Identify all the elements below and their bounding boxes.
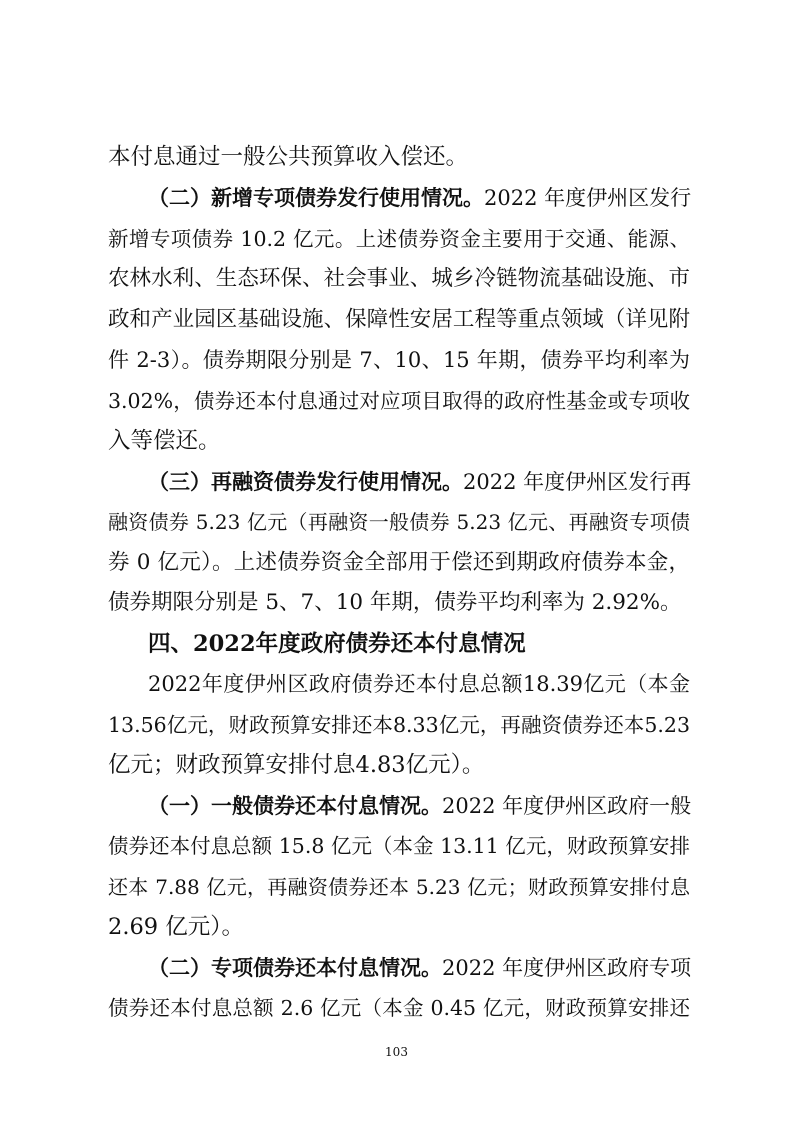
paragraph-line xyxy=(108,345,690,375)
line-text: 亿元；财政预算安排付息4.83亿元）。 xyxy=(108,752,485,778)
line-text: 本付息通过一般公共预算收入偿还。 xyxy=(108,144,469,170)
line-text: 2022 年度伊州区政府专项 xyxy=(442,956,692,980)
paragraph-line xyxy=(108,993,690,1023)
paragraph-line xyxy=(108,872,690,902)
line-text: 13.56亿元，财政预算安排还本8.33亿元，再融资债券还本5.23 xyxy=(108,713,690,737)
line-text: 政和产业园区基础设施、保障性安居工程等重点领域（详见附 xyxy=(108,307,690,332)
section-heading-text: 四、2022年度政府债券还本付息情况 xyxy=(148,631,526,657)
subsection-heading: （三）再融资债券发行使用情况。 xyxy=(148,469,463,494)
line-text: 3.02%，债券还本付息通过对应项目取得的政府性基金或专项收 xyxy=(108,389,690,413)
subsection-heading: （一）一般债券还本付息情况。 xyxy=(148,793,442,818)
line-text: 2.69 亿元）。 xyxy=(108,914,244,940)
paragraph-line xyxy=(108,142,690,172)
paragraph-line xyxy=(108,912,690,942)
subsection-heading: （二）专项债券还本付息情况。 xyxy=(148,955,442,980)
page-number: 103 xyxy=(385,1045,408,1059)
paragraph-line xyxy=(108,588,690,618)
paragraph-line xyxy=(108,831,690,861)
line-text: 2022年度伊州区政府债券还本付息总额18.39亿元（本金 xyxy=(148,672,690,696)
line-text: 2022 年度伊州区发行再 xyxy=(463,470,692,494)
paragraph-line xyxy=(108,305,690,335)
line-text: 融资债券 5.23 亿元（再融资一般债券 5.23 亿元、再融资专项债 xyxy=(108,510,690,534)
line-text: 2022 年度伊州区发行 xyxy=(484,186,692,210)
paragraph-line xyxy=(108,710,690,740)
paragraph-line xyxy=(148,953,690,983)
line-text: 券 0 亿元）。上述债券资金全部用于偿还到期政府债券本金， xyxy=(108,550,690,575)
paragraph-line xyxy=(108,507,690,537)
line-text: 债券还本付息总额 15.8 亿元（本金 13.11 亿元，财政预算安排 xyxy=(108,834,690,858)
line-text: 新增专项债券 10.2 亿元。上述债券资金主要用于交通、能源、 xyxy=(108,227,690,251)
paragraph-line xyxy=(108,426,690,456)
line-text: 还本 7.88 亿元，再融资债券还本 5.23 亿元；财政预算安排付息 xyxy=(108,875,690,899)
paragraph-line xyxy=(108,264,690,294)
section-heading xyxy=(148,629,690,659)
paragraph-line xyxy=(108,548,690,578)
paragraph-line xyxy=(148,791,690,821)
paragraph-line xyxy=(148,669,690,699)
line-text: 债券期限分别是 5、7、10 年期，债券平均利率为 2.92%。 xyxy=(108,590,682,615)
subsection-heading: （二）新增专项债券发行使用情况。 xyxy=(148,185,484,210)
line-text: 入等偿还。 xyxy=(108,428,221,454)
line-text: 2022 年度伊州区政府一般 xyxy=(442,794,692,818)
paragraph-line xyxy=(148,467,690,497)
line-text: 农林水利、生态环保、社会事业、城乡冷链物流基础设施、市 xyxy=(108,266,690,291)
paragraph-line xyxy=(108,750,690,780)
paragraph-line xyxy=(108,224,690,254)
paragraph-line xyxy=(108,386,690,416)
paragraph-line xyxy=(148,183,690,213)
line-text: 件 2-3）。债券期限分别是 7、10、15 年期，债券平均利率为 xyxy=(108,348,690,372)
line-text: 债券还本付息总额 2.6 亿元（本金 0.45 亿元，财政预算安排还 xyxy=(108,996,690,1020)
